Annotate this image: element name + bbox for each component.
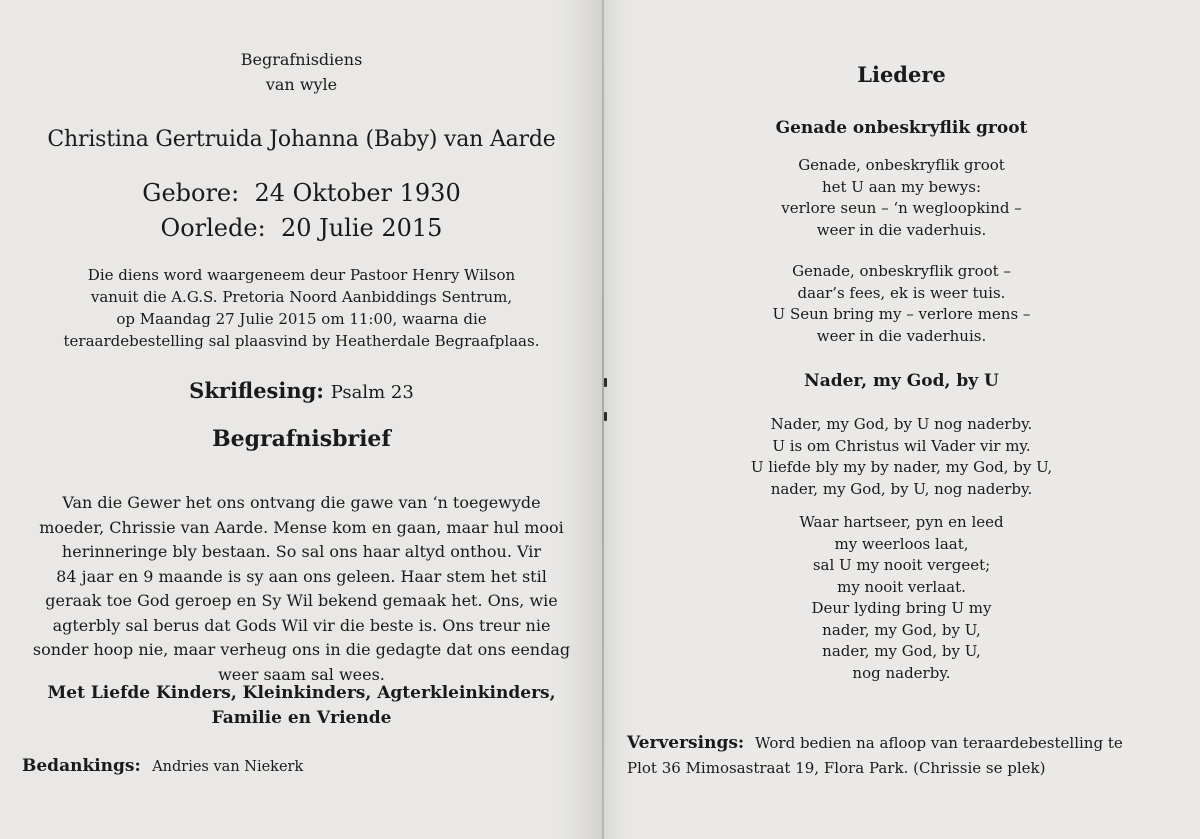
song-verse [603,512,1200,684]
thanks-value: Andries van Niekerk [152,759,304,775]
funeral-letter [0,491,603,687]
verse-line: my weerloos laat, [834,534,969,553]
scripture-value: Psalm 23 [330,382,414,403]
verse-line: nog naderby. [852,663,951,682]
verse-line: daar’s fees, ek is weer tuis. [797,283,1006,302]
staple-icon [604,378,607,387]
verse-line: U Seun bring my – verlore mens – [772,305,1031,323]
verse-line: nader, my God, by U, nog naderby. [770,479,1033,498]
verse-line: Deur lyding bring U my [811,599,992,617]
song-verse [603,155,1200,241]
letter-title: Begrafnisbrief [212,426,391,452]
verse-line: Nader, my God, by U nog naderby. [770,415,1033,433]
born-label: Gebore: [142,179,240,207]
letter-line: agterbly sal berus dat Gods Wil vir die beste is. Ons treur nie [52,615,551,635]
staple-icon [604,412,607,421]
verse-line: nader, my God, by U, [822,642,981,660]
thanks [22,756,303,776]
letter-line: geraak toe God geroep en Sy Wil bekend gemaak het. Ons, wie [45,591,558,610]
family-line-1: Met Liefde Kinders, Kleinkinders, Agterkleinkinders, [47,683,556,703]
family-line-2: Familie en Vriende [211,708,392,728]
refreshments [627,731,1123,781]
service-line: Die diens word waargeneem deur Pastoor Henry Wilson [87,266,516,284]
song-title: Nader, my God, by U [804,371,999,391]
scripture-label: Skriflesing: [189,378,325,403]
verse-line: Waar hartseer, pyn en leed [799,513,1004,531]
verse-line: sal U my nooit vergeet; [812,556,991,574]
born-line [0,176,603,211]
service-line: vanuit die A.G.S. Pretoria Noord Aanbiddings Sentrum, [90,288,513,306]
died-date: 20 Julie 2015 [280,214,443,242]
letter-line: weer saam sal wees. [218,664,385,684]
song-verse [603,261,1200,347]
letter-line: Van die Gewer het ons ontvang die gawe van ‘n toegewyde [62,493,541,512]
intro-line-2: van wyle [265,75,338,94]
life-dates [0,176,603,246]
died-line [0,211,603,246]
verse-line: Genade, onbeskryflik groot [798,156,1005,174]
right-page [603,0,1200,839]
verse-line: my nooit verlaat. [837,577,966,596]
refreshments-text: Word bedien na afloop van teraardebestelling te [754,734,1123,752]
refreshments-line-2: Plot 36 Mimosastraat 19, Flora Park. (Chrissie se plek) [627,759,1046,777]
songs-title: Liedere [857,62,946,87]
service-details [0,264,603,352]
service-intro [0,47,603,97]
service-line: teraardebestelling sal plaasvind by Heatherdale Begraafplaas. [63,332,540,350]
song-verse [603,414,1200,500]
letter-line: 84 jaar en 9 maande is sy aan ons geleen. Haar stem het stil [56,566,547,586]
verse-line: weer in die vaderhuis. [816,326,987,345]
scripture-reading [0,378,603,403]
letter-line: moeder, Chrissie van Aarde. Mense kom en gaan, maar hul mooi [39,517,564,537]
refreshments-line-1 [627,731,1123,756]
verse-line: verlore seun – ‘n wegloopkind – [781,199,1022,217]
refreshments-label: Verversings: [627,733,745,753]
letter-line: herinneringe bly bestaan. So sal ons haar altyd onthou. Vir [61,542,542,561]
verse-line: U is om Christus wil Vader vir my. [772,436,1031,455]
letter-line: sonder hoop nie, maar verheug ons in die gedagte dat ons eendag [32,640,571,659]
intro-line-1: Begrafnisdiens [240,50,363,69]
thanks-label: Bedankings: [22,756,141,776]
song-title: Genade onbeskryflik groot [775,118,1028,138]
verse-line: het U aan my bewys: [821,177,982,196]
verse-line: nader, my God, by U, [822,620,981,639]
family-signature [0,681,603,731]
verse-line: weer in die vaderhuis. [816,220,987,239]
deceased-name: Christina Gertruida Johanna (Baby) van Aarde [47,127,556,152]
verse-line: Genade, onbeskryflik groot – [792,262,1011,280]
died-label: Oorlede: [160,214,266,242]
service-line: op Maandag 27 Julie 2015 om 11:00, waarna die [116,310,487,328]
born-date: 24 Oktober 1930 [254,179,461,207]
verse-line: U liefde bly my by nader, my God, by U, [750,458,1053,476]
